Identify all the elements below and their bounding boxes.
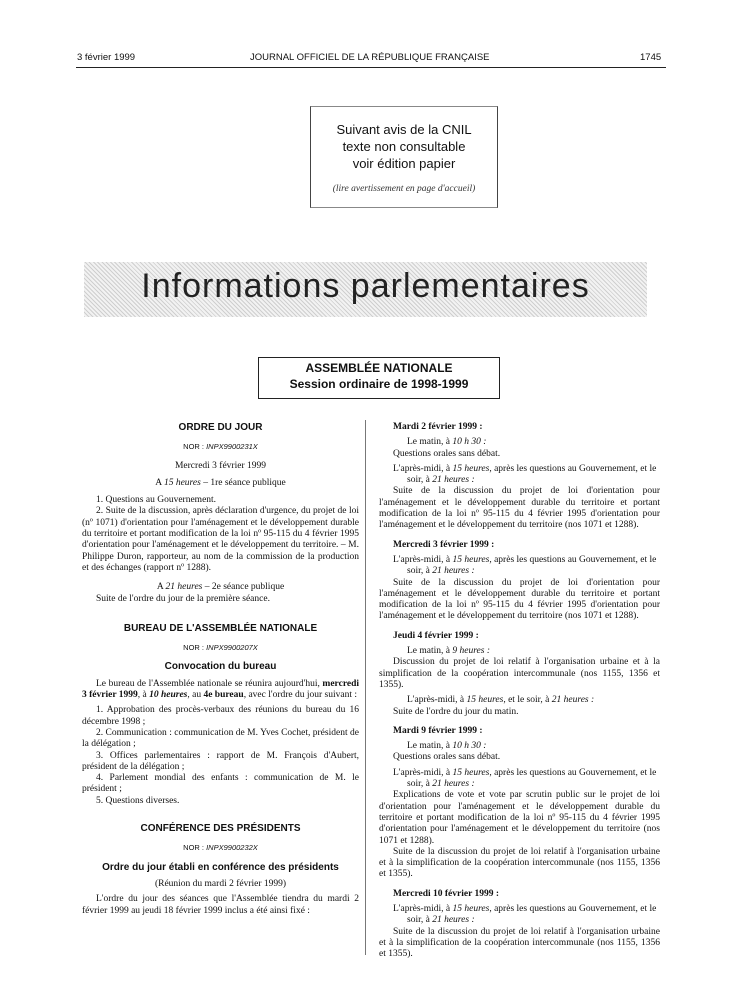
seance-2-line: A 21 heures – 2e séance publique [156, 582, 285, 593]
mardi-2-heading: Mardi 2 février 1999 : [393, 422, 483, 432]
mardi-9-text-1: Explications de vote et vote par scrutin public sur le projet de loi d'orientation pour l'aménagement et le développement durable du territoire et portant modification de la loi nº 95-115 du 4 février 1995 d'orientation pour l'aménagement et le développement du territoire (nos 1071 et 1288). [379, 790, 660, 846]
assembly-session: Session ordinaire de 1998-1999 [289, 377, 469, 391]
mardi-9-text-2: Suite de la discussion du projet de loi relatif à l'organisation urbaine et à la simplification de la coopération intercommunale (nos 1155, 1356 et 1355). [379, 846, 660, 880]
mercredi-10-apres-midi: L'après-midi, à 15 heures, après les questions au Gouvernement, et le soir, à 21 heures : [393, 903, 657, 926]
assembly-box [258, 357, 500, 399]
item-1: 1. Questions au Gouvernement. [96, 495, 217, 506]
mercredi-3-heading: Mercredi 3 février 1999 [174, 460, 266, 471]
convocation-title: Convocation du bureau [164, 661, 277, 673]
cnil-line-2: texte non consultable [342, 139, 466, 154]
header-page-number: 1745 [640, 52, 662, 63]
bureau-title: BUREAU DE L'ASSEMBLÉE NATIONALE [123, 622, 318, 634]
jeudi-4-apres-midi: L'après-midi, à 15 heures, et le soir, à 21 heures : [407, 695, 595, 706]
conference-reunion: (Réunion du mardi 2 février 1999) [154, 878, 287, 889]
jeudi-4-suite: Suite de l'ordre du jour du matin. [393, 706, 519, 717]
mardi-9-matin: Le matin, à 10 h 30 : [407, 741, 487, 752]
mercredi-3-heading-right: Mercredi 3 février 1999 : [393, 539, 495, 550]
mardi-2-questions: Questions orales sans débat. [393, 448, 501, 459]
jeudi-4-text: Discussion du projet de loi relatif à l'organisation urbaine et à la simplification de la coopération intercommunale (nos 1155, 1356 et 1355). [379, 657, 660, 690]
header-date: 3 février 1999 [77, 52, 136, 63]
conference-nor: NOR : INPX9900232X [183, 843, 258, 853]
cnil-line-3: voir édition papier [352, 156, 456, 171]
ordre-du-jour-title: ORDRE DU JOUR [178, 422, 263, 433]
section-banner [84, 262, 647, 317]
jeudi-4-matin: Le matin, à 9 heures : [407, 646, 491, 657]
header-journal: JOURNAL OFFICIEL DE LA RÉPUBLIQUE FRANÇAISE [250, 52, 490, 63]
mercredi-10-text: Suite de la discussion du projet de loi relatif à l'organisation urbaine et à la simplification de la coopération intercommunale (nos 1155, 1356 et 1355). [379, 926, 660, 960]
item-2: 2. Suite de la discussion, après déclaration d'urgence, du projet de loi (nº 1071) d'orientation pour l'aménagement et le développement durable du territoire et portant modification de la loi nº 95-115 du 4 février 1995 d'orientation pour l'aménagement et le développement du territoire. – M. Philippe Duron, rapporteur, au nom de la commission de la production et des échanges (rapport nº 1288). [82, 506, 359, 573]
bureau-item-3: 3. Offices parlementaires : rapport de M. François d'Aubert, président de la délégation ; [82, 750, 359, 772]
mercredi-3-text: Suite de la discussion du projet de loi d'orientation pour l'aménagement et le développement durable du territoire et portant modification de la loi nº 95-115 du 4 février 1995 d'orientation pour l'aménagement et le développement du territoire (nos 1071 et 1288). [379, 577, 660, 622]
convocation-text: Le bureau de l'Assemblée nationale se réunira aujourd'hui, mercredi 3 février 1999, à 10 heures, au 4e bureau, avec l'ordre du jour suivant : [82, 678, 359, 701]
right-column [379, 422, 660, 960]
seance-1-line: A 15 heures – 1re séance publique [155, 477, 286, 488]
cnil-notice-box [310, 106, 498, 208]
conference-title: CONFÉRENCE DES PRÉSIDENTS [140, 823, 301, 835]
mercredi-10-heading: Mercredi 10 février 1999 : [393, 888, 500, 899]
cnil-note: (lire avertissement en page d'accueil) [332, 184, 476, 194]
mardi-9-questions: Questions orales sans débat. [393, 752, 501, 763]
mercredi-3-apres-midi: L'après-midi, à 15 heures, après les questions au Gouvernement, et le soir, à 21 heures : [393, 554, 657, 577]
left-column [82, 422, 359, 917]
jeudi-4-heading: Jeudi 4 février 1999 : [393, 630, 479, 641]
mardi-2-text: Suite de la discussion du projet de loi d'orientation pour l'aménagement et le développement durable du territoire et portant modification de la loi nº 95-115 du 4 février 1995 d'orientation pour l'aménagement et le développement du territoire (nos 1071 et 1288). [379, 486, 660, 531]
mardi-2-matin: Le matin, à 10 h 30 : [407, 437, 487, 448]
conference-text: L'ordre du jour des séances que l'Assemblée tiendra du mardi 2 février 1999 au jeudi 18 février 1999 inclus a été ainsi fixé : [82, 894, 359, 916]
bureau-nor: NOR : INPX9900207X [183, 643, 258, 653]
mardi-9-apres-midi: L'après-midi, à 15 heures, après les questions au Gouvernement, et le soir, à 21 heures : [393, 767, 657, 790]
column-divider [365, 420, 366, 955]
mardi-2-apres-midi: L'après-midi, à 15 heures, après les questions au Gouvernement, et le soir, à 21 heures : [393, 463, 657, 486]
bureau-item-1: 1. Approbation des procès-verbaux des réunions du bureau du 16 décembre 1998 ; [82, 705, 359, 727]
ordre-nor: NOR : INPX9900231X [183, 442, 258, 452]
banner-title: Informations parlementaires [141, 267, 590, 305]
bureau-item-4: 4. Parlement mondial des enfants : communication de M. le président ; [82, 773, 359, 795]
assembly-title: ASSEMBLÉE NATIONALE [305, 361, 453, 375]
header-rule [76, 67, 666, 68]
conference-subtitle: Ordre du jour établi en conférence des présidents [102, 861, 339, 873]
seance-2-text: Suite de l'ordre du jour de la première séance. [96, 593, 270, 604]
mardi-9-heading: Mardi 9 février 1999 : [393, 725, 483, 736]
bureau-item-5: 5. Questions diverses. [96, 795, 180, 806]
bureau-item-2: 2. Communication : communication de M. Yves Cochet, président de la délégation ; [82, 727, 359, 750]
cnil-line-1: Suivant avis de la CNIL [336, 122, 472, 137]
